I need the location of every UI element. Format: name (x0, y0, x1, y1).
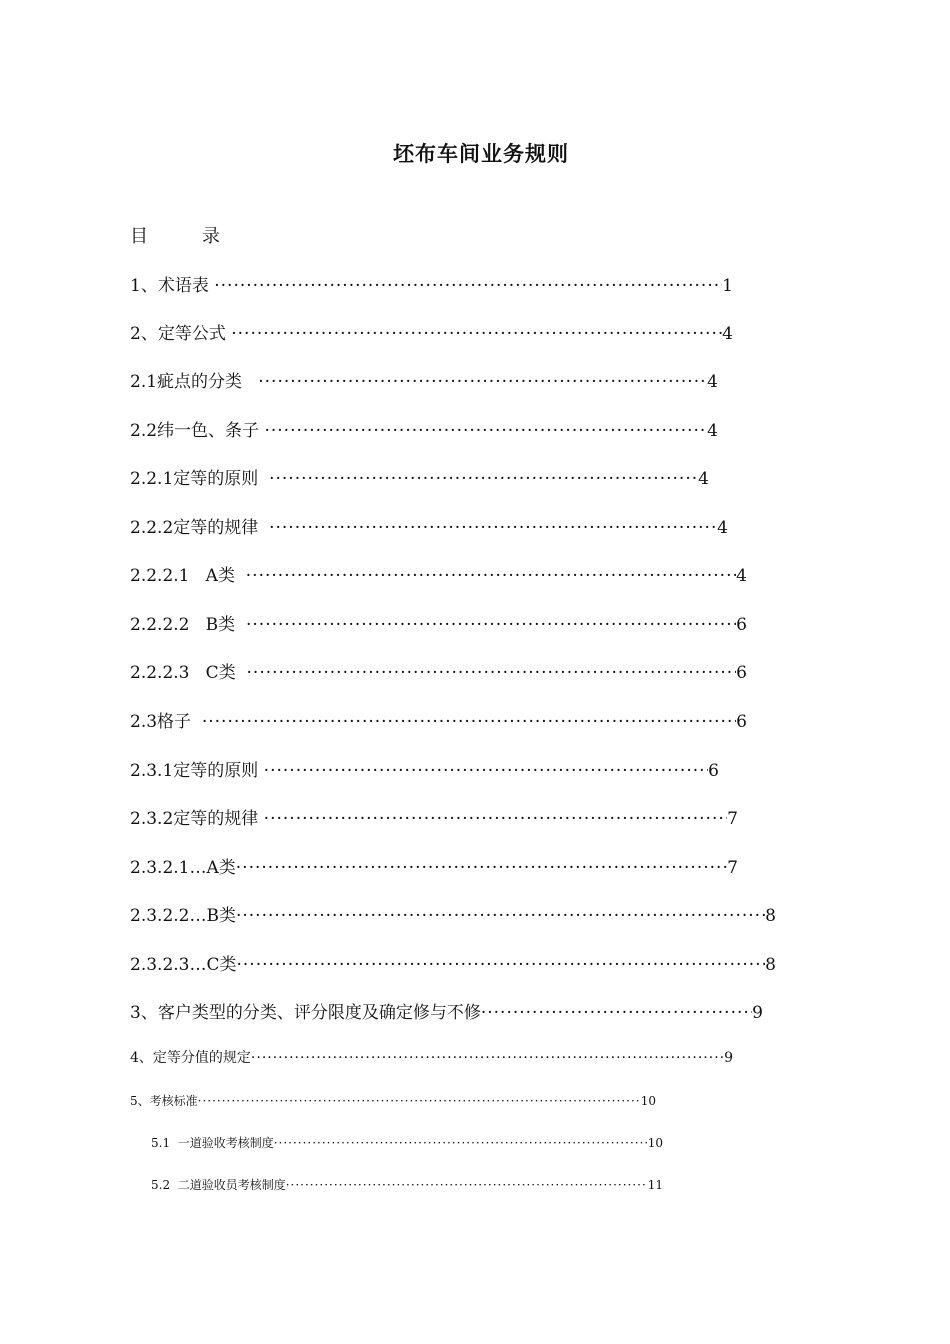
toc-entry-16[interactable] (130, 998, 763, 1022)
toc-entry-label: 5.1 一道验收考核制度 (151, 1136, 274, 1150)
toc-entry-3[interactable] (130, 367, 718, 391)
toc-entry-label: 2.2.2定等的规律 (130, 518, 270, 537)
toc-entry-label: 2、定等公式 (130, 324, 232, 343)
toc-entry-8[interactable] (130, 610, 747, 634)
toc-leader-dots (264, 421, 707, 440)
toc-entry-label: 4、定等分值的规定 (130, 1050, 251, 1066)
toc-entry-page: 6 (736, 712, 747, 731)
toc-entry-17[interactable] (130, 1047, 733, 1067)
toc-entry-page: 8 (765, 955, 776, 974)
toc-entry-4[interactable] (130, 416, 718, 440)
toc-leader-dots (247, 663, 737, 682)
toc-entry-14[interactable] (130, 901, 776, 925)
toc-leader-dots (258, 372, 707, 391)
toc-entry-label: 2.2.2.2 B类 (130, 615, 246, 634)
toc-leader-dots (274, 1136, 648, 1150)
toc-heading (130, 222, 220, 248)
toc-entry-13[interactable] (130, 853, 738, 877)
toc-entry-page: 1 (722, 276, 733, 295)
document-title: 坯布车间业务规则 (393, 141, 569, 166)
toc-leader-dots (236, 955, 765, 974)
toc-entry-label: 2.2.2.1 A类 (130, 566, 246, 585)
toc-entry-page: 4 (698, 469, 709, 488)
toc-entry-page: 8 (765, 906, 776, 925)
toc-entry-2[interactable] (130, 319, 733, 343)
toc-entry-18[interactable] (130, 1092, 656, 1110)
toc-entry-5[interactable] (130, 464, 709, 488)
toc-entry-6[interactable] (130, 513, 728, 537)
toc-leader-dots (251, 1050, 724, 1066)
toc-leader-dots (246, 615, 736, 634)
toc-entry-10[interactable] (130, 707, 747, 731)
toc-entry-page: 11 (647, 1178, 663, 1192)
toc-entry-page: 6 (708, 761, 719, 780)
toc-entry-label: 2.3.2.2…B类 (130, 906, 236, 925)
toc-leader-dots (269, 469, 698, 488)
toc-leader-dots (198, 1094, 641, 1108)
toc-entry-15[interactable] (130, 950, 776, 974)
toc-entry-1[interactable] (130, 271, 733, 295)
toc-entry-7[interactable] (130, 561, 747, 585)
toc-entry-label: 2.2纬一色、条子 (130, 421, 265, 440)
toc-entry-page: 9 (724, 1050, 733, 1066)
toc-entry-label: 2.2.2.3 C类 (130, 663, 247, 682)
toc-entry-page: 7 (727, 858, 738, 877)
toc-entry-page: 4 (736, 566, 747, 585)
toc-entry-page: 6 (736, 663, 747, 682)
toc-heading-char-2: 录 (202, 226, 220, 247)
toc-entry-label: 2.3.1定等的原则 (130, 761, 264, 780)
toc-entry-page: 7 (727, 809, 738, 828)
toc-leader-dots (481, 1003, 752, 1022)
toc-entry-page: 9 (752, 1003, 763, 1022)
toc-leader-dots (214, 276, 722, 295)
toc-entry-page: 10 (647, 1136, 663, 1150)
toc-entry-page: 4 (707, 372, 718, 391)
toc-leader-dots (246, 566, 736, 585)
toc-entry-label: 2.3格子 (130, 712, 202, 731)
toc-leader-dots (264, 809, 728, 828)
toc-entry-11[interactable] (130, 756, 719, 780)
toc-entry-20[interactable] (151, 1176, 663, 1194)
toc-entry-label: 5、考核标准 (130, 1094, 198, 1108)
toc-entry-page: 6 (736, 615, 747, 634)
toc-entry-label: 3、客户类型的分类、评分限度及确定修与不修 (130, 1003, 481, 1022)
toc-leader-dots (286, 1178, 648, 1192)
toc-entry-page: 4 (707, 421, 718, 440)
toc-leader-dots (236, 858, 727, 877)
toc-entry-19[interactable] (151, 1134, 663, 1152)
toc-entry-label: 2.3.2定等的规律 (130, 809, 264, 828)
toc-leader-dots (236, 906, 765, 925)
toc-leader-dots (231, 324, 722, 343)
toc-leader-dots (269, 518, 717, 537)
toc-entry-label: 2.1疵点的分类 (130, 372, 259, 391)
toc-entry-label: 2.2.1定等的原则 (130, 469, 270, 488)
toc-entry-9[interactable] (130, 658, 747, 682)
toc-entry-page: 4 (717, 518, 728, 537)
toc-entry-label: 1、术语表 (130, 276, 215, 295)
toc-leader-dots (264, 761, 709, 780)
toc-leader-dots (202, 712, 736, 731)
toc-entry-page: 4 (722, 324, 733, 343)
toc-heading-char-1: 目 (130, 226, 148, 247)
toc-entry-label: 2.3.2.3…C类 (130, 955, 237, 974)
toc-entry-label: 2.3.2.1…A类 (130, 858, 236, 877)
toc-entry-label: 5.2 二道验收员考核制度 (151, 1178, 286, 1192)
toc-entry-page: 10 (640, 1094, 656, 1108)
toc-entry-12[interactable] (130, 804, 738, 828)
